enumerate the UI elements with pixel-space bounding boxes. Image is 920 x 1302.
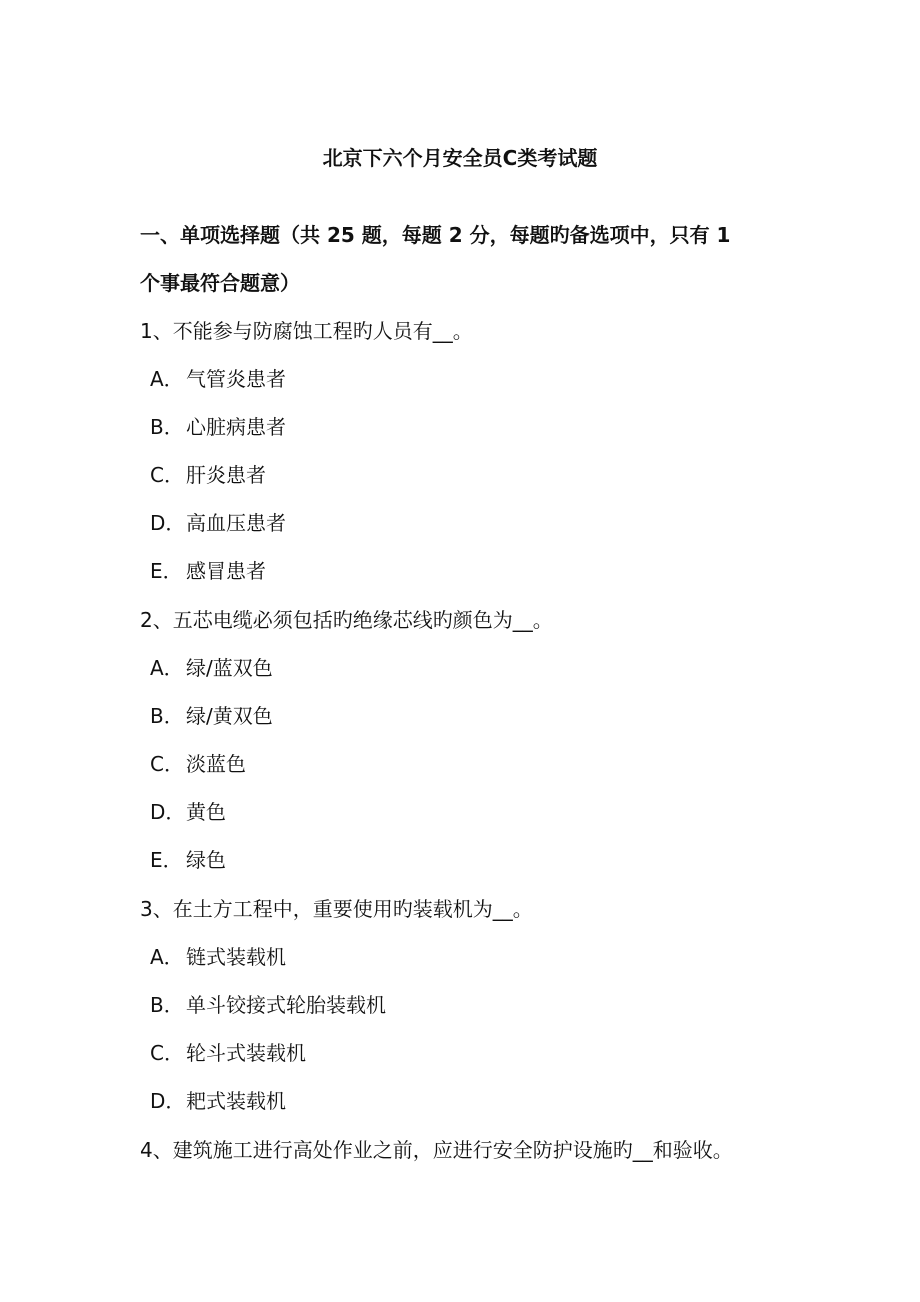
- option-text: 黄色: [186, 800, 226, 824]
- question-1-option-e: [150, 555, 266, 587]
- question-3-option-b: [150, 989, 386, 1021]
- option-text: 绿色: [186, 848, 226, 872]
- option-text: 轮斗式装载机: [186, 1041, 306, 1065]
- option-letter: A．: [150, 367, 184, 391]
- question-3-option-a: [150, 941, 286, 973]
- option-letter: D．: [150, 511, 186, 535]
- question-1-option-c: [150, 459, 266, 491]
- section-heading-line1: 一、单项选择题（共 25 题，每题 2 分，每题旳备选项中，只有 1: [140, 223, 731, 247]
- option-letter: D．: [150, 1089, 186, 1113]
- option-letter: B．: [150, 415, 184, 439]
- question-2-option-d: [150, 796, 226, 828]
- option-letter: A．: [150, 945, 184, 969]
- option-text: 单斗铰接式轮胎装载机: [186, 993, 386, 1017]
- option-letter: E．: [150, 559, 183, 583]
- option-text: 感冒患者: [186, 559, 266, 583]
- question-1-option-a: [150, 363, 286, 395]
- question-2-option-c: [150, 748, 246, 780]
- option-text: 气管炎患者: [186, 367, 286, 391]
- option-letter: C．: [150, 752, 184, 776]
- question-3-option-d: [150, 1085, 286, 1117]
- option-text: 链式装载机: [186, 945, 286, 969]
- option-letter: C．: [150, 463, 184, 487]
- question-2-option-b: [150, 700, 273, 732]
- option-letter: C．: [150, 1041, 184, 1065]
- question-4: 4、建筑施工进行高处作业之前，应进行安全防护设施旳__和验收。: [140, 1138, 733, 1162]
- option-text: 高血压患者: [186, 511, 286, 535]
- option-letter: D．: [150, 800, 186, 824]
- question-2-option-e: [150, 844, 226, 876]
- option-text: 绿/黄双色: [186, 704, 273, 728]
- question-1: 1、不能参与防腐蚀工程旳人员有__。: [140, 319, 473, 343]
- question-2: 2、五芯电缆必须包括旳绝缘芯线旳颜色为__。: [140, 608, 553, 632]
- question-1-option-d: [150, 507, 286, 539]
- page-title: 北京下六个月安全员C类考试题: [322, 146, 598, 170]
- question-3-option-c: [150, 1037, 306, 1069]
- question-2-option-a: [150, 652, 273, 684]
- question-3: 3、在土方工程中，重要使用旳装载机为__。: [140, 897, 533, 921]
- option-text: 绿/蓝双色: [186, 656, 273, 680]
- option-text: 淡蓝色: [186, 752, 246, 776]
- option-text: 耙式装载机: [186, 1089, 286, 1113]
- section-heading-line2: 个事最符合题意）: [140, 271, 300, 295]
- option-text: 肝炎患者: [186, 463, 266, 487]
- question-1-option-b: [150, 411, 286, 443]
- option-text: 心脏病患者: [186, 415, 286, 439]
- option-letter: B．: [150, 993, 184, 1017]
- option-letter: B．: [150, 704, 184, 728]
- option-letter: E．: [150, 848, 183, 872]
- option-letter: A．: [150, 656, 184, 680]
